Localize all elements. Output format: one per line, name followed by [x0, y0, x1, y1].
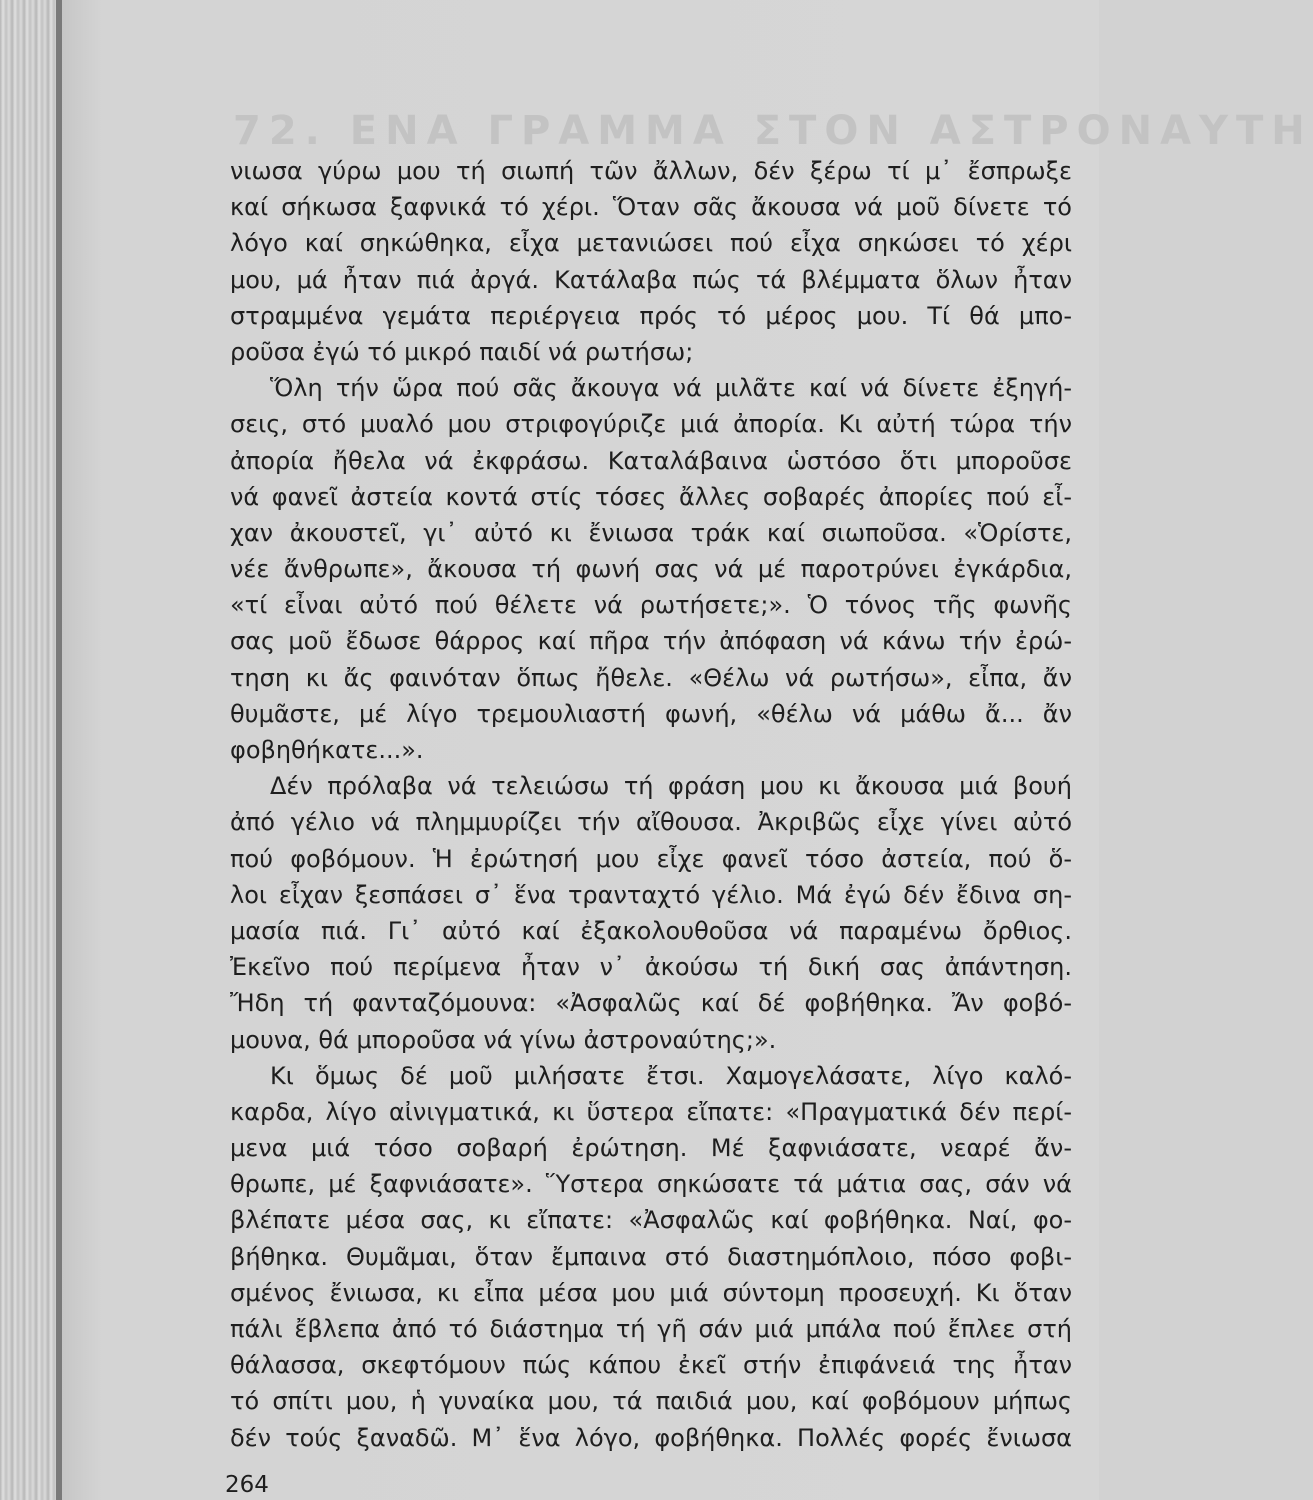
- body-text: [230, 153, 1072, 1456]
- text-line: μουνα, θά μποροῦσα νά γίνω ἀστροναύτης;».: [230, 1025, 777, 1054]
- text-line: τό σπίτι μου, ἡ γυναίκα μου, τά παιδιά μου, καί φοβόμουν μήπως: [230, 1387, 1072, 1416]
- text-line: σμένος ἔνιωσα, κι εἶπα μέσα μου μιά σύντομη προσευχή. Κι ὅταν: [230, 1278, 1072, 1307]
- page-number: 264: [225, 1472, 269, 1498]
- text-line: θυμᾶστε, μέ λίγο τρεμουλιαστή φωνή, «θέλω νά μάθω ἄ... ἄν: [230, 699, 1072, 728]
- text-line: σας μοῦ ἔδωσε θάρρος καί πῆρα τήν ἀπόφαση νά κάνω τήν ἐρώ-: [230, 627, 1072, 656]
- text-line: μου, μά ἦταν πιά ἀργά. Κατάλαβα πώς τά βλέμματα ὅλων ἦταν: [230, 265, 1072, 294]
- text-line: ἀπό γέλιο νά πλημμυρίζει τήν αἴθουσα. Ἀκριβῶς εἶχε γίνει αὐτό: [230, 808, 1072, 837]
- text-line: χαν ἀκουστεῖ, γι᾽ αὐτό κι ἔνιωσα τράκ καί σιωποῦσα. «Ὁρίστε,: [230, 518, 1072, 547]
- text-line: μενα μιά τόσο σοβαρή ἐρώτηση. Μέ ξαφνιάσατε, νεαρέ ἄν-: [230, 1134, 1072, 1163]
- text-line: νιωσα γύρω μου τή σιωπή τῶν ἄλλων, δέν ξέρω τί μ᾽ ἔσπρωξε: [230, 157, 1072, 185]
- text-line: νά φανεῖ ἀστεία κοντά στίς τόσες ἄλλες σοβαρές ἀπορίες πού εἶ-: [230, 482, 1072, 511]
- text-line: ροῦσα ἐγώ τό μικρό παιδί νά ρωτήσω;: [230, 337, 694, 366]
- text-line: Κι ὅμως δέ μοῦ μιλήσατε ἔτσι. Χαμογελάσατε, λίγο καλό-: [270, 1061, 1072, 1090]
- text-line: πού φοβόμουν. Ἡ ἐρώτησή μου εἶχε φανεῖ τόσο ἀστεία, πού ὅ-: [230, 844, 1072, 873]
- text-line: λοι εἶχαν ξεσπάσει σ᾽ ἕνα τρανταχτό γέλιο. Μά ἐγώ δέν ἔδινα ση-: [230, 880, 1072, 909]
- text-line: θρωπε, μέ ξαφνιάσατε». Ὕστερα σηκώσατε τά μάτια σας, σάν νά: [230, 1170, 1072, 1199]
- text-line: λόγο καί σηκώθηκα, εἶχα μετανιώσει πού εἶχα σηκώσει τό χέρι: [230, 229, 1072, 258]
- text-line: «τί εἶναι αὐτό πού θέλετε νά ρωτήσετε;». Ὁ τόνος τῆς φωνῆς: [230, 591, 1072, 620]
- page-edges: [0, 0, 60, 1500]
- text-line: τηση κι ἄς φαινόταν ὅπως ἤθελε. «Θέλω νά ρωτήσω», εἶπα, ἄν: [230, 663, 1072, 692]
- text-line: θάλασσα, σκεφτόμουν πώς κάπου ἐκεῖ στήν ἐπιφάνειά της ἦταν: [230, 1351, 1072, 1380]
- text-line: Ἐκεῖνο πού περίμενα ἦταν ν᾽ ἀκούσω τή δική σας ἀπάντηση.: [230, 953, 1072, 982]
- text-line: μασία πιά. Γι᾽ αὐτό καί ἐξακολουθοῦσα νά παραμένω ὄρθιος.: [230, 916, 1072, 945]
- text-line: δέν τούς ξαναδῶ. Μ᾽ ἕνα λόγο, φοβήθηκα. Πολλές φορές ἔνιωσα: [230, 1423, 1072, 1452]
- text-line: πάλι ἔβλεπα ἀπό τό διάστημα τή γῆ σάν μιά μπάλα πού ἔπλεε στή: [230, 1315, 1072, 1343]
- text-line: βλέπατε μέσα σας, κι εἴπατε: «Ἀσφαλῶς καί φοβήθηκα. Ναί, φο-: [230, 1206, 1072, 1235]
- text-line: Ἤδη τή φανταζόμουνα: «Ἀσφαλῶς καί δέ φοβήθηκα. Ἄν φοβό-: [230, 989, 1072, 1018]
- text-line: ἀπορία ἤθελα νά ἐκφράσω. Καταλάβαινα ὡστόσο ὅτι μποροῦσε: [230, 446, 1072, 475]
- text-line: Ὅλη τήν ὥρα πού σᾶς ἄκουγα νά μιλᾶτε καί νά δίνετε ἐξηγή-: [270, 374, 1072, 403]
- text-line: καρδα, λίγο αἰνιγματικά, κι ὕστερα εἴπατε: «Πραγματικά δέν περί-: [230, 1097, 1072, 1126]
- text-line: βήθηκα. Θυμᾶμαι, ὅταν ἔμπαινα στό διαστημόπλοιο, πόσο φοβι-: [230, 1242, 1072, 1271]
- text-line: στραμμένα γεμάτα περιέργεια πρός τό μέρος μου. Τί θά μπο-: [230, 301, 1072, 330]
- text-line: καί σήκωσα ξαφνικά τό χέρι. Ὅταν σᾶς ἄκουσα νά μοῦ δίνετε τό: [230, 193, 1072, 222]
- text-line: Δέν πρόλαβα νά τελειώσω τή φράση μου κι ἄκουσα μιά βουή: [270, 772, 1072, 801]
- text-line: φοβηθήκατε...».: [230, 736, 424, 764]
- text-line: νέε ἄνθρωπε», ἄκουσα τή φωνή σας νά μέ παροτρύνει ἐγκάρδια,: [230, 555, 1072, 584]
- text-line: σεις, στό μυαλό μου στριφογύριζε μιά ἀπορία. Κι αὐτή τώρα τήν: [230, 410, 1072, 439]
- show-through-header: 72. ΕΝΑ ΓΡΑΜΜΑ ΣΤΟΝ ΑΣΤΡΟΝΑΥΤΗ: [233, 108, 1313, 154]
